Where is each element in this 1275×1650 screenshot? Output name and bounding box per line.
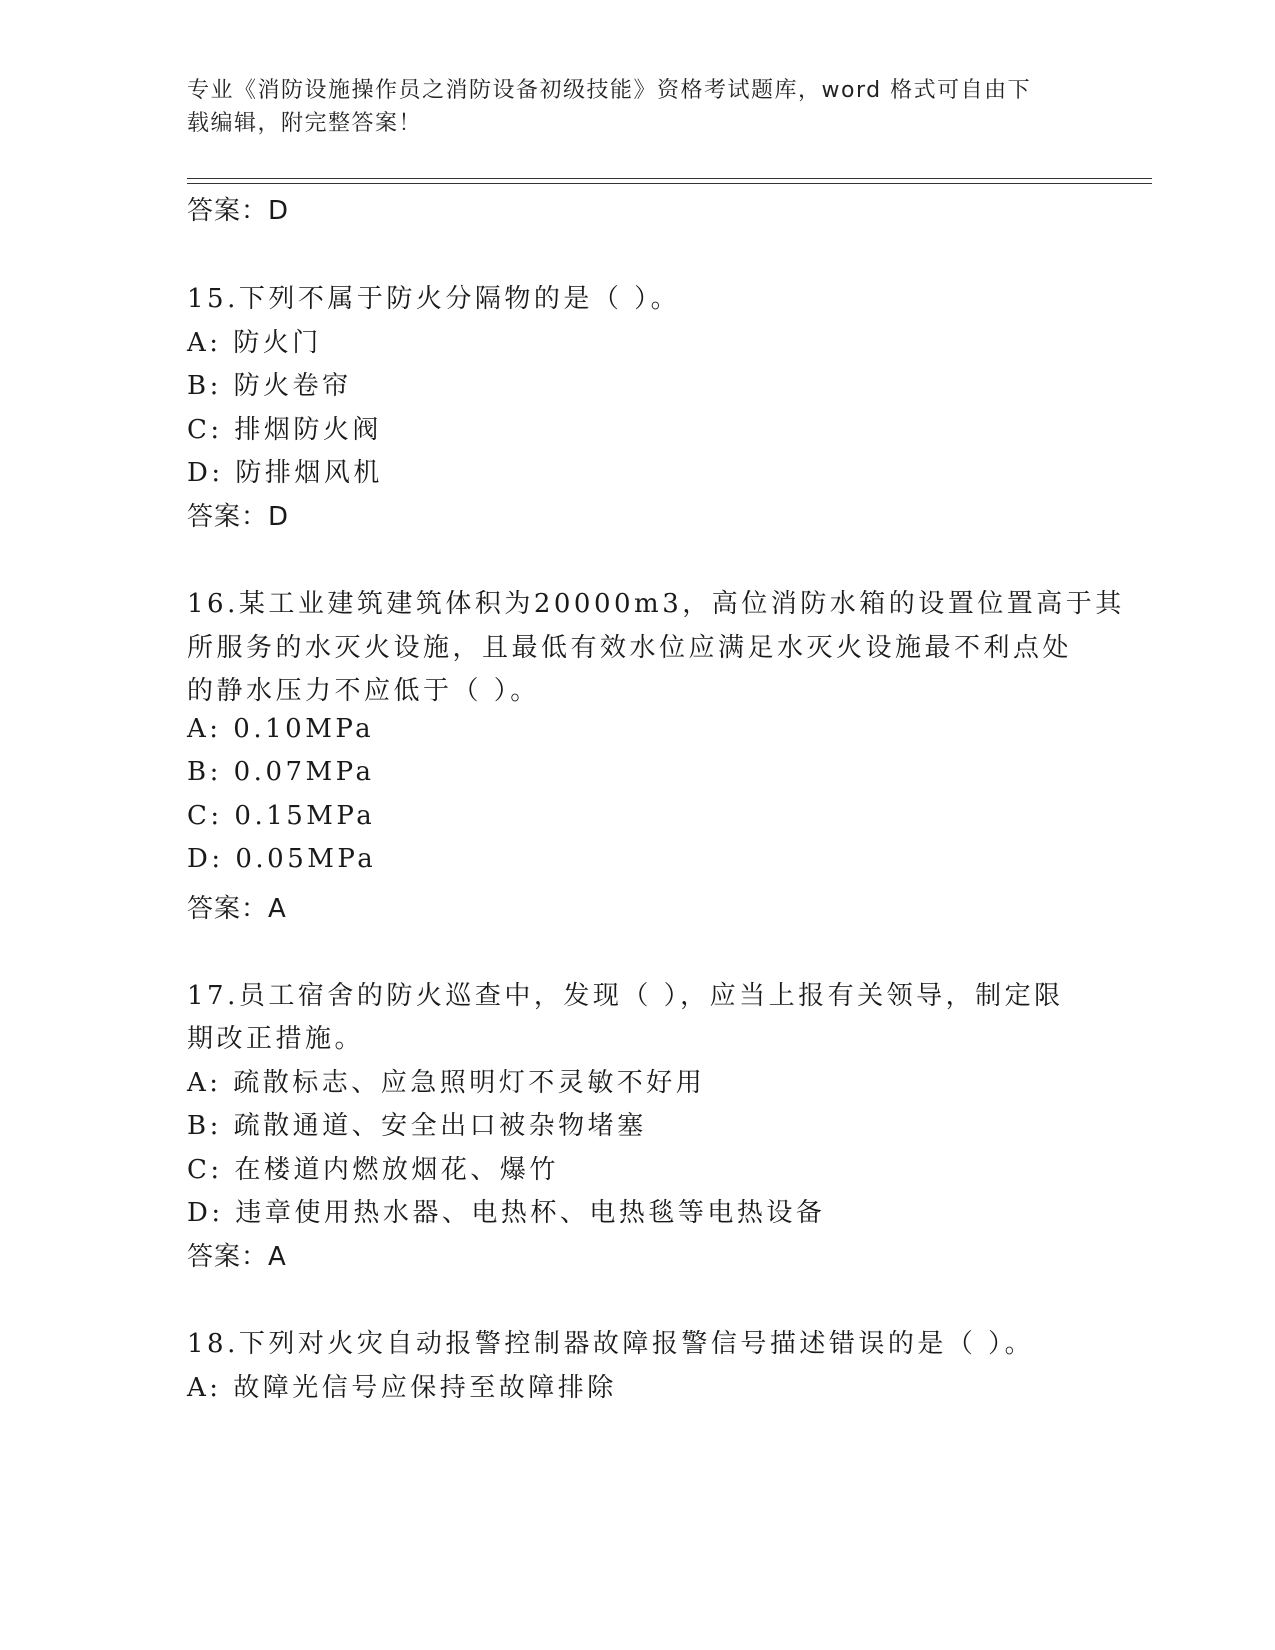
- header-line-2: 载编辑，附完整答案！: [187, 111, 423, 136]
- question-17-option-b: B: 疏散通道、安全出口被杂物堵塞: [187, 1111, 647, 1141]
- previous-answer: 答案：D: [187, 196, 290, 226]
- question-15-option-a: A: 防火门: [187, 328, 322, 358]
- question-18-stem: 18.下列对火灾自动报警控制器故障报警信号描述错误的是（ ）。: [187, 1329, 1035, 1359]
- question-18-option-a: A: 故障光信号应保持至故障排除: [187, 1373, 617, 1403]
- question-17-option-c: C: 在楼道内燃放烟花、爆竹: [187, 1155, 559, 1185]
- question-16-stem-line-2: 所服务的水灭火设施，且最低有效水位应满足水灭火设施最不利点处: [187, 633, 1073, 663]
- question-16-stem-line-3: 的静水压力不应低于（ ）。: [187, 676, 540, 706]
- question-16-option-b: B: 0.07MPa: [187, 757, 375, 787]
- question-15-option-d: D: 防排烟风机: [187, 458, 383, 488]
- question-17-stem-line-2: 期改正措施。: [187, 1024, 365, 1054]
- question-17-option-d: D: 违章使用热水器、电热杯、电热毯等电热设备: [187, 1198, 826, 1228]
- header-divider-bottom: [187, 183, 1152, 184]
- question-16-option-a: A: 0.10MPa: [187, 714, 375, 744]
- question-15-option-c: C: 排烟防火阀: [187, 415, 382, 445]
- question-17-stem-line-1: 17.员工宿舍的防火巡查中，发现（ ），应当上报有关领导，制定限: [187, 981, 1064, 1011]
- question-16-answer: 答案：A: [187, 894, 287, 924]
- document-header: [187, 74, 1067, 140]
- header-line-1: 专业《消防设施操作员之消防设备初级技能》资格考试题库，word 格式可自由下: [187, 78, 1032, 103]
- question-15-stem: 15.下列不属于防火分隔物的是（ ）。: [187, 284, 681, 314]
- question-16-option-d: D: 0.05MPa: [187, 844, 377, 874]
- question-15-answer: 答案：D: [187, 502, 290, 532]
- question-16-stem-line-1: 16.某工业建筑建筑体积为20000m3，高位消防水箱的设置位置高于其: [187, 589, 1125, 619]
- question-17-answer: 答案：A: [187, 1242, 287, 1272]
- question-15-option-b: B: 防火卷帘: [187, 371, 352, 401]
- header-divider-top: [187, 178, 1152, 179]
- question-17-option-a: A: 疏散标志、应急照明灯不灵敏不好用: [187, 1068, 706, 1098]
- question-16-option-c: C: 0.15MPa: [187, 801, 376, 831]
